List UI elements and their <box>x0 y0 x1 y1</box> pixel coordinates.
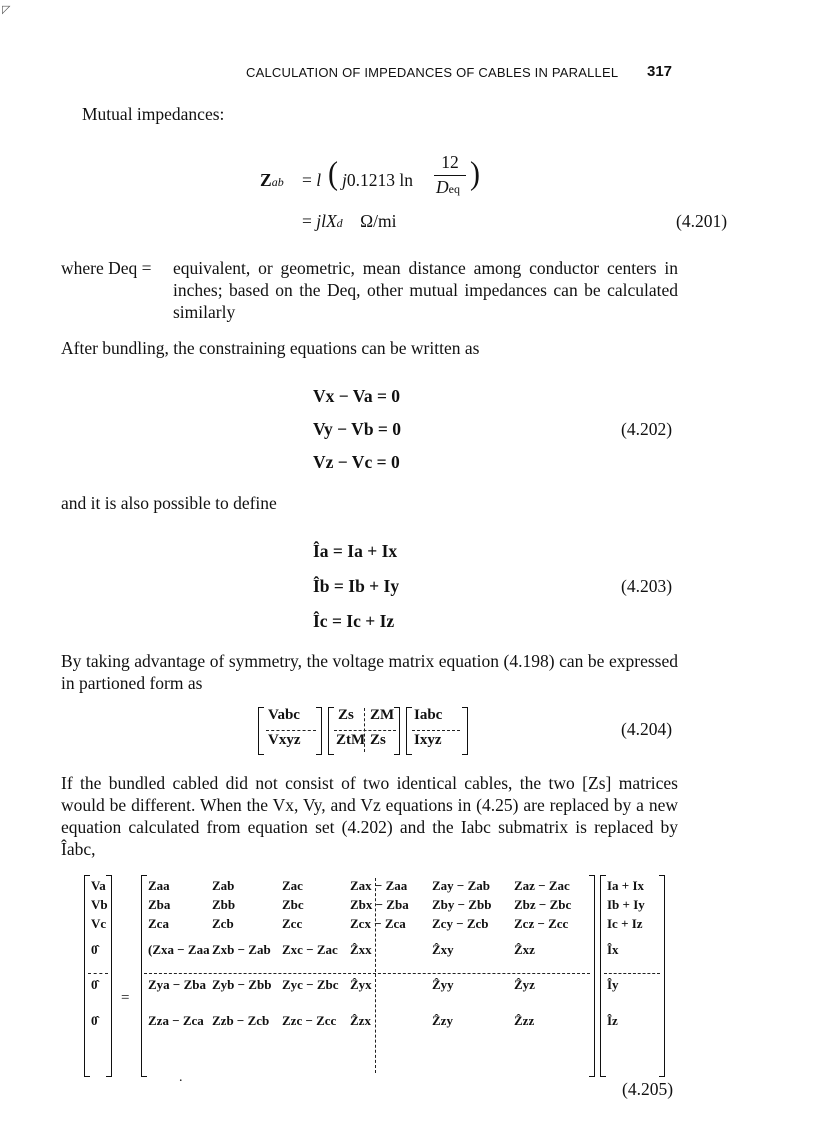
equation-4-201-line-1: Zab = l ( j0.1213 ln 12 Deq ) <box>260 152 480 197</box>
right-vector-entry: Ic + Iz <box>607 916 643 931</box>
right-vector-entry: Ib + Iy <box>607 897 645 912</box>
matrix-cell: Zbb <box>212 897 236 912</box>
equation-4-204 <box>258 705 498 757</box>
left-vector-entry: Vc <box>91 916 107 931</box>
matrix-cell: Zca <box>148 916 169 931</box>
matrix-cell: (Zxa − Zaa <box>148 942 210 957</box>
matrix-cell: Zzb − Zcb <box>212 1013 270 1028</box>
matrix-cell: Zby − Zbb <box>432 897 492 912</box>
equation-4-205 <box>84 870 684 1080</box>
matrix-cell: Zyb − Zbb <box>212 977 272 992</box>
right-vector-entry: Îx <box>607 942 619 957</box>
matrix-cell: Zcb <box>212 916 234 931</box>
equation-number-4-204: (4.204) <box>621 719 673 739</box>
left-vector-entry: Vb <box>91 897 108 912</box>
define-paragraph: and it is also possible to define <box>61 493 277 513</box>
left-vector-entry: 0̂ <box>91 942 98 957</box>
symmetry-paragraph: By taking advantage of symmetry, the voltage matrix equation (4.198) can be expressed in partioned form as <box>61 651 678 693</box>
running-head: CALCULATION OF IMPEDANCES OF CABLES IN PARALLEL <box>246 65 619 80</box>
equation-number-4-203: (4.203) <box>621 576 673 596</box>
right-vector-entry: Îz <box>607 1013 618 1028</box>
matrix-cell: Ẑzy <box>432 1013 453 1028</box>
matrix-z11: Zs <box>338 707 354 723</box>
current-top: Iabc <box>414 707 443 723</box>
equation-4-203-line-2: Îb = Ib + Iy <box>313 576 400 596</box>
left-vector-entry: Va <box>91 878 106 893</box>
page-number: 317 <box>647 63 673 80</box>
matrix-cell: Zaa <box>148 878 170 893</box>
matrix-cell: Zaz − Zac <box>514 878 570 893</box>
voltage-top: Vabc <box>268 707 300 723</box>
matrix-cell: Zxc − Zac <box>282 942 338 957</box>
matrix-cell: Zxb − Zab <box>212 942 271 957</box>
matrix-cell: Zya − Zba <box>148 977 206 992</box>
equation-4-202-line-2: Vy − Vb = 0 <box>313 419 402 439</box>
matrix-cell: Zbx − Zba <box>350 897 409 912</box>
voltage-bottom: Vxyz <box>268 732 301 748</box>
equation-4-201-line-2: = jlXd Ω/mi <box>302 211 397 231</box>
section-label: Mutual impedances: <box>82 104 225 124</box>
where-label: where Deq = <box>61 258 152 278</box>
right-vector-entry: Îy <box>607 977 619 992</box>
matrix-cell: Zax − Zaa <box>350 878 408 893</box>
matrix-cell: Zay − Zab <box>432 878 490 893</box>
equals-sign: = <box>121 990 130 1006</box>
current-bottom: Ixyz <box>414 732 442 748</box>
matrix-cell: Ẑzz <box>514 1013 535 1028</box>
matrix-cell: Ẑyx <box>350 977 372 992</box>
matrix-cell: Zbz − Zbc <box>514 897 572 912</box>
matrix-cell: Ẑxx <box>350 942 372 957</box>
matrix-z22: Zs <box>370 732 386 748</box>
matrix-cell: Zbc <box>282 897 304 912</box>
matrix-cell: Ẑzx <box>350 1013 371 1028</box>
corner-mark-icon: ◸ <box>2 4 11 16</box>
matrix-cell: Zyc − Zbc <box>282 977 339 992</box>
matrix-z21: ZtM <box>336 732 366 748</box>
matrix-cell: Zba <box>148 897 171 912</box>
where-definition: equivalent, or geometric, mean distance among conductor centers in inches; based on the Deq, other mutual impedances can be calculated similarly <box>173 258 678 322</box>
equation-4-203-line-3: Îc = Ic + Iz <box>313 611 395 631</box>
bundled-paragraph: If the bundled cabled did not consist of two identical cables, the two [Zs] matrices would be different. When the Vx, Vy, and Vz equations in (4.25) are replaced by a new equation calculated from equation set (4.202) and the Iabc submatrix is replaced by Îabc, <box>61 773 678 859</box>
left-vector-entry: 0̂ <box>91 977 98 992</box>
stray-dot: . <box>179 1070 183 1085</box>
matrix-cell: Zcx − Zca <box>350 916 406 931</box>
matrix-cell: Zza − Zca <box>148 1013 204 1028</box>
bundling-paragraph: After bundling, the constraining equations can be written as <box>61 338 480 358</box>
matrix-cell: Zac <box>282 878 303 893</box>
matrix-z12: ZM <box>370 707 395 723</box>
right-vector-entry: Ia + Ix <box>607 878 645 893</box>
matrix-cell: Zcy − Zcb <box>432 916 489 931</box>
matrix-cell: Ẑxz <box>514 942 535 957</box>
matrix-cell: Zab <box>212 878 235 893</box>
matrix-cell: Zcc <box>282 916 303 931</box>
equation-number-4-205: (4.205) <box>622 1079 674 1099</box>
matrix-cell: Ẑxy <box>432 942 454 957</box>
matrix-cell: Zcz − Zcc <box>514 916 569 931</box>
equation-number-4-202: (4.202) <box>621 419 673 439</box>
matrix-cell: Ẑyy <box>432 977 454 992</box>
matrix-cell: Zzc − Zcc <box>282 1013 337 1028</box>
left-vector-entry: 0̂ <box>91 1013 98 1028</box>
equation-4-202-line-1: Vx − Va = 0 <box>313 386 401 406</box>
equation-4-203-line-1: Îa = Ia + Ix <box>313 541 398 561</box>
equation-number-4-201: (4.201) <box>676 211 728 231</box>
equation-4-202-line-3: Vz − Vc = 0 <box>313 452 400 472</box>
matrix-cell: Ẑyz <box>514 977 535 992</box>
